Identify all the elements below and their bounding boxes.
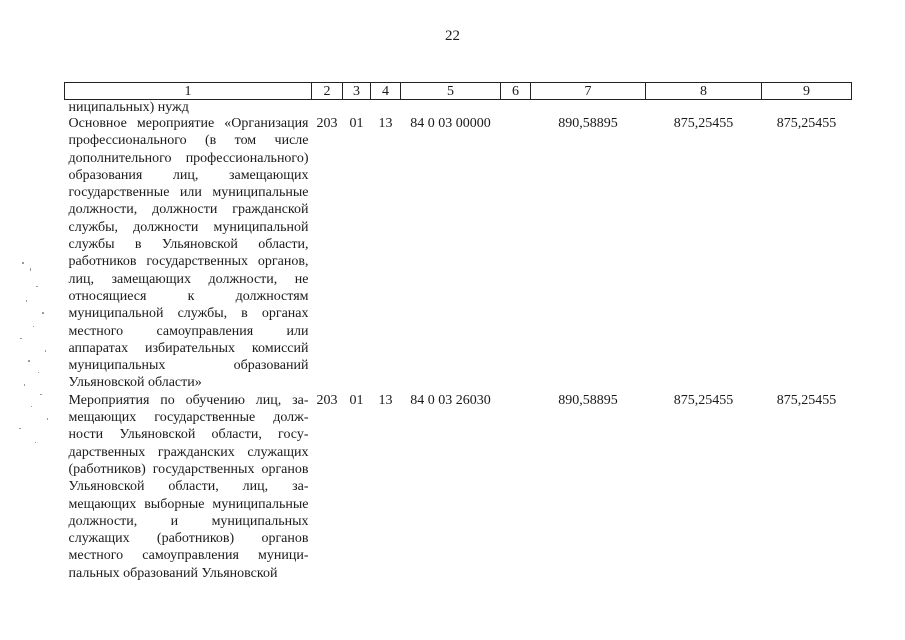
header-col-5: 5 (401, 83, 501, 100)
row-col5: 84 0 03 26030 (410, 392, 491, 408)
header-col-6: 6 (501, 83, 531, 100)
row-col2: 203 (316, 392, 338, 408)
table-row-continuation (65, 100, 852, 116)
row-col4: 13 (378, 392, 393, 408)
header-col-2: 2 (312, 83, 343, 100)
row-col5: 84 0 03 00000 (410, 116, 491, 131)
row-col3: 01 (349, 116, 364, 131)
row-col7: 890,58895 (558, 392, 618, 408)
row-col9: 875,25455 (776, 116, 837, 131)
row-col7: 890,58895 (558, 116, 618, 131)
table-row (65, 115, 852, 392)
table-row (65, 392, 852, 582)
budget-table (64, 82, 852, 582)
row-name: Мероприятия по обучению лиц, замещающих государственные должности Ульяновской области, государственных гражданских служащих (работников) государственных органов Ульяновской области, лиц, замещающих выборные муниципальные должности, и муниципальных служащих (работников) органов местного самоуправления муниципальных образований Ульяновской (68, 392, 309, 581)
row-col8: 875,25455 (673, 116, 734, 131)
row-col3: 01 (349, 392, 364, 408)
row-col4: 13 (378, 116, 393, 131)
header-col-3: 3 (343, 83, 371, 100)
row-col8: 875,25455 (673, 392, 734, 408)
header-col-9: 9 (762, 83, 852, 100)
header-col-7: 7 (531, 83, 646, 100)
header-col-1: 1 (65, 83, 312, 100)
table-header-row (65, 83, 852, 100)
row-col6 (501, 392, 531, 582)
header-col-8: 8 (646, 83, 762, 100)
row-col6 (501, 115, 531, 392)
row-col2: 203 (316, 116, 338, 131)
page-number: 22 (445, 28, 460, 44)
row-name: Основное мероприятие «Организация профессионального (в том числе дополнительного профессионального) образования лиц, замещающих государственные или муниципальные должности, должности гражданской службы, должности муниципальной службы в Ульяновской области, работников государственных органов, лиц, замещающих должности, не относящиеся к должностям муниципальной службы, в органах местного самоуправления или аппаратах избирательных комиссий муниципальных образований Ульяновской области» (68, 116, 309, 391)
scan-noise (0, 0, 60, 640)
row-col9: 875,25455 (776, 392, 837, 408)
continuation-text: ниципальных) нужд (68, 100, 189, 115)
header-col-4: 4 (371, 83, 401, 100)
